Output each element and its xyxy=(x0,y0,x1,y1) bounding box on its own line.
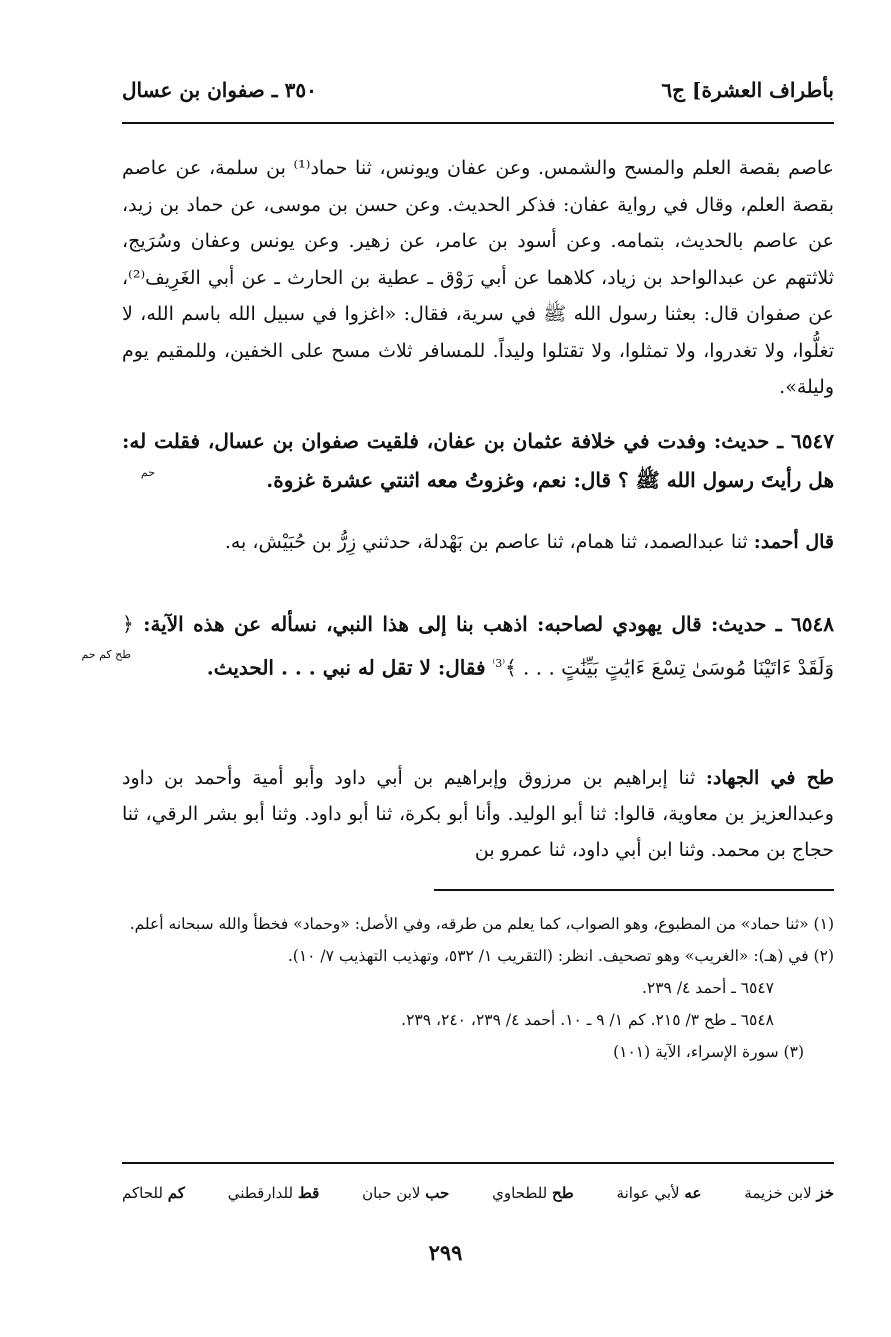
footnote-2: (٢) في (هـ): «الغريب» وهو تصحيف. انظر: (التقريب ١/ ٥٣٢، وتهذيب التهذيب ٧/ ١٠). xyxy=(287,947,834,965)
footnote-6548: ٦٥٤٨ ـ طح ٣/ ٢١٥. كم ١/ ٩ ـ ١٠. أحمد ٤/ ٢٣٩، ٢٤٠، ٢٣٩. xyxy=(401,1011,774,1029)
hadith-6548-chain-text: ثنا إبراهيم بن مرزوق وإبراهيم بن أبي داود وأبو أمية وأحمد بن داود وعبدالعزيز بن معاوية، قالوا: ثنا أبو الوليد. وأنا أبو بكرة، ثنا أبو داود. وثنا أبو بشر الرقي، ثنا حجاج بن محمد. وثنا ابن أبي داود، ثنا عمرو بن xyxy=(122,767,834,861)
main-paragraph xyxy=(122,150,834,406)
hadith-6547-number: ٦٥٤٧ xyxy=(791,429,834,453)
hadith-6547-text: ـ حديث: وفدت في خلافة عثمان بن عفان، فلقيت صفوان بن عسال، فقلت له: هل رأيتَ رسول الله ﷺ ؟ قال: نعم، وغزوتُ معه اثنتي عشرة غزوة. xyxy=(122,429,834,492)
hadith-6547-source-mark: حم xyxy=(140,466,155,479)
verse-footnote-mark: ⁽3⁾ xyxy=(492,657,505,670)
legend-item: طح للطحاوي xyxy=(492,1184,574,1202)
legend-item: كم للحاكم xyxy=(122,1184,185,1202)
hadith-6548-number: ٦٥٤٨ xyxy=(791,612,834,636)
hadith-6548-source-mark: طح كم حم xyxy=(81,648,131,661)
main-paragraph-text: عاصم بقصة العلم والمسح والشمس. وعن عفان ويونس، ثنا حماد⁽¹⁾ بن سلمة، عن عاصم بقصة العلم، وقال في رواية عفان: فذكر الحديث. وعن حسن بن موسى، عن حماد بن زيد، عن عاصم بالحديث، بتمامه. وعن أسود بن عامر، عن زهير. وعن يونس وعفان وسُرَيج، ثلاثتهم عن عبدالواحد بن زياد، كلاهما عن أبي رَوْق ـ عطية بن الحارث ـ عن أبي الغَرِيف⁽²⁾، عن صفوان قال: بعثنا رسول الله ﷺ في سرية، فقال: «اغزوا في سبيل الله باسم الله، لا تغلُّوا، ولا تغدروا، ولا تمثلوا، ولا تقتلوا وليداً. للمسافر ثلاث مسح على الخفين، وللمقيم يوم وليلة». xyxy=(122,157,835,398)
footnote-1: (١) «ثنا حماد» من المطبوع، وهو الصواب، كما يعلم من طرقه، وفي الأصل: «وحماد» فخطأ والله سبحانه أعلم. xyxy=(129,915,834,933)
running-header xyxy=(122,78,834,112)
legend-item: قط للدارقطني xyxy=(227,1184,320,1202)
hadith-6548-text-2: فقال: لا تقل له نبي . . . الحديث. xyxy=(206,655,486,680)
hadith-6548-text-1: ـ حديث: قال يهودي لصاحبه: اذهب بنا إلى هذا النبي، نسأله عن هذه الآية: xyxy=(143,612,782,636)
quran-verse: ﴿ وَلَقَدْ ءَاتَيْنَا مُوسَىٰ تِسْعَ ءَايَٰتٍ بَيِّنَٰتٍ . . . ﴾ xyxy=(122,612,834,680)
footnote-6547: ٦٥٤٧ ـ أحمد ٤/ ٢٣٩. xyxy=(641,979,774,997)
hadith-6547-chain-text: ثنا عبدالصمد، ثنا همام، ثنا عاصم بن بَهْدلة، حدثني زِرُّ بن حُبَيْش، به. xyxy=(224,531,748,553)
footnotes xyxy=(122,908,834,1068)
legend-rule xyxy=(122,1162,834,1164)
abbreviation-legend xyxy=(122,1184,834,1202)
hadith-6548-chain xyxy=(122,760,834,868)
header-book-title: بأطراف العشرة] ج٦ xyxy=(661,78,834,102)
legend-item: حب لابن حبان xyxy=(362,1184,450,1202)
header-rule xyxy=(122,122,834,124)
footnote-3: (٣) سورة الإسراء، الآية (١٠١) xyxy=(613,1043,804,1061)
legend-item: خز لابن خزيمة xyxy=(744,1184,834,1202)
hadith-6547-chain xyxy=(122,524,834,560)
page-number: ٢٩٩ xyxy=(428,1240,463,1265)
header-section-title: ٣٥٠ ـ صفوان بن عسال xyxy=(122,78,317,102)
hadith-6548 xyxy=(122,605,834,688)
hadith-6547-chain-lead: قال أحمد: xyxy=(753,531,834,553)
hadith-6548-chain-lead: طح في الجهاد: xyxy=(705,767,834,789)
footnote-rule xyxy=(434,889,834,891)
legend-item: عه لأبي عوانة xyxy=(616,1184,702,1202)
hadith-6547 xyxy=(122,422,834,500)
